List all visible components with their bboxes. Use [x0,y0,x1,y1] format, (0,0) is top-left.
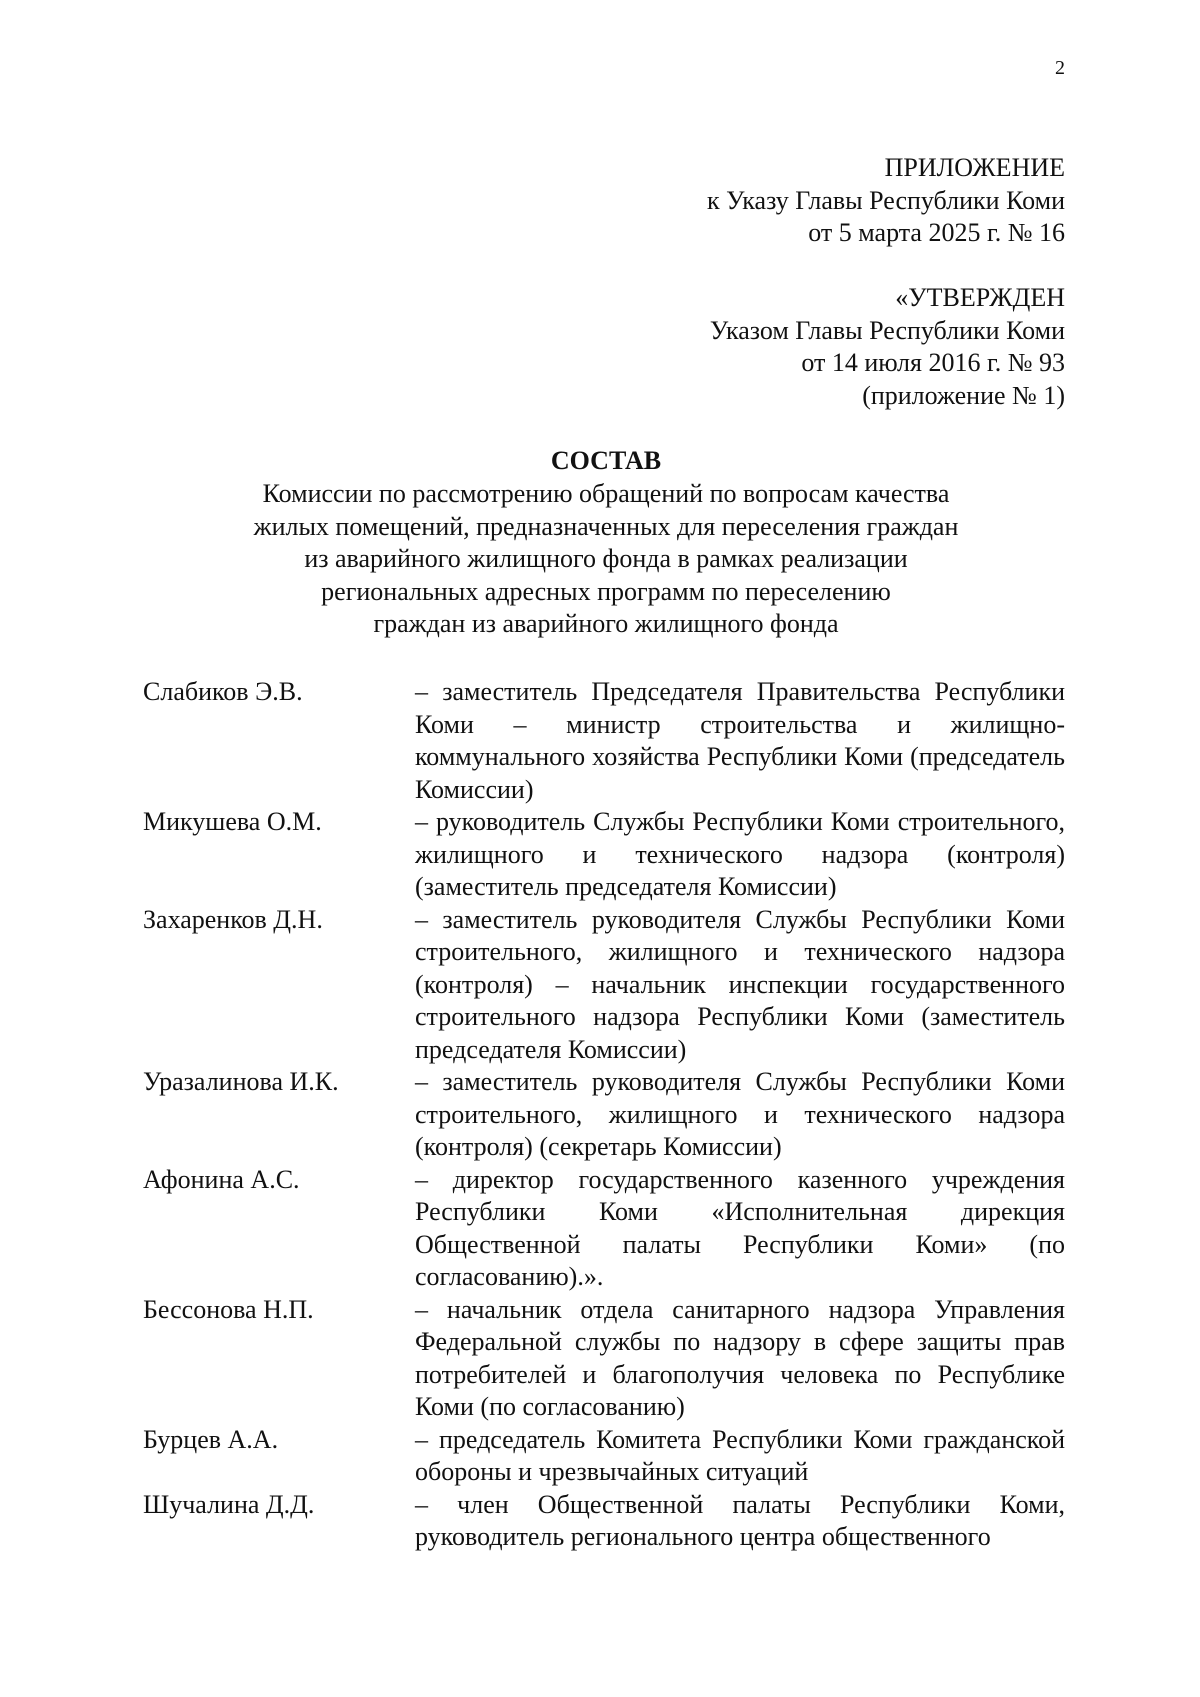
member-row [143,1164,1065,1294]
member-name: Захаренков Д.Н. [143,904,323,934]
approval-stamp-text [710,282,1065,412]
member-role: – заместитель руководителя Службы Республики Коми строительного, жилищного и технического надзора (контроля) (секретарь Комиссии) [415,1067,1065,1161]
approval-line: Указом Главы Республики Коми [709,315,1065,345]
member-role: – директор государственного казенного учреждения Республики Коми «Исполнительная дирекция Общественной палаты Республики Коми» (по согласованию).». [415,1164,1065,1291]
member-name: Слабиков Э.В. [143,677,303,706]
subtitle-line: Комиссии по рассмотрению обращений по вопросам качества [262,479,950,508]
member-name: Микушева О.М. [143,807,322,836]
subtitle-line: граждан из аварийного жилищного фонда [373,609,839,638]
member-row [143,1424,1065,1489]
member-row [143,1066,1065,1164]
member-role: – начальник отдела санитарного надзора Управления Федеральной службы по надзору в сфере защиты прав потребителей и благополучия человека по Республике Коми (по согласованию) [415,1294,1065,1421]
subtitle-line: жилых помещений, предназначенных для переселения граждан [253,511,959,541]
appendix-line: ПРИЛОЖЕНИЕ [884,153,1065,182]
approval-line: «УТВЕРЖДЕН [895,283,1065,312]
approval-line: (приложение № 1) [862,380,1065,410]
member-role: – заместитель руководителя Службы Республики Коми строительного, жилищного и технического надзора (контроля) – начальник инспекции государственного строительного надзора Республики Коми (заместитель председателя Комиссии) [415,904,1065,1064]
appendix-line: к Указу Главы Республики Коми [707,185,1065,215]
document-title: СОСТАВ [550,446,662,475]
member-row [143,806,1065,904]
member-row [143,1294,1065,1424]
member-role: – член Общественной палаты Республики Коми, руководитель регионального центра общественного [415,1489,1065,1551]
document-subtitle [150,478,1062,641]
appendix-line: от 5 марта 2025 г. № 16 [808,218,1065,247]
member-name: Шучалина Д.Д. [143,1489,315,1519]
member-role: – председатель Комитета Республики Коми гражданской обороны и чрезвычайных ситуаций [415,1424,1065,1486]
member-name: Уразалинова И.К. [143,1067,339,1096]
member-role: – заместитель Председателя Правительства Республики Коми – министр строительства и жилищно-коммунального хозяйства Республики Коми (председатель Комиссии) [415,677,1065,804]
appendix-header [707,152,1065,250]
member-name: Афонина А.С. [143,1164,300,1194]
subtitle-line: из аварийного жилищного фонда в рамках реализации [304,544,908,573]
member-name: Бурцев А.А. [143,1424,279,1454]
page-number: 2 [1055,57,1065,79]
member-row [143,676,1065,806]
member-name: Бессонова Н.П. [143,1294,314,1324]
subtitle-line: региональных адресных программ по переселению [321,576,891,606]
member-row [143,1489,1065,1554]
approval-line: от 14 июля 2016 г. № 93 [801,348,1065,377]
member-list [143,676,1065,1554]
member-row [143,904,1065,1067]
member-role: – руководитель Службы Республики Коми строительного, жилищного и технического надзора (контроля) (заместитель председателя Комиссии) [415,807,1065,901]
